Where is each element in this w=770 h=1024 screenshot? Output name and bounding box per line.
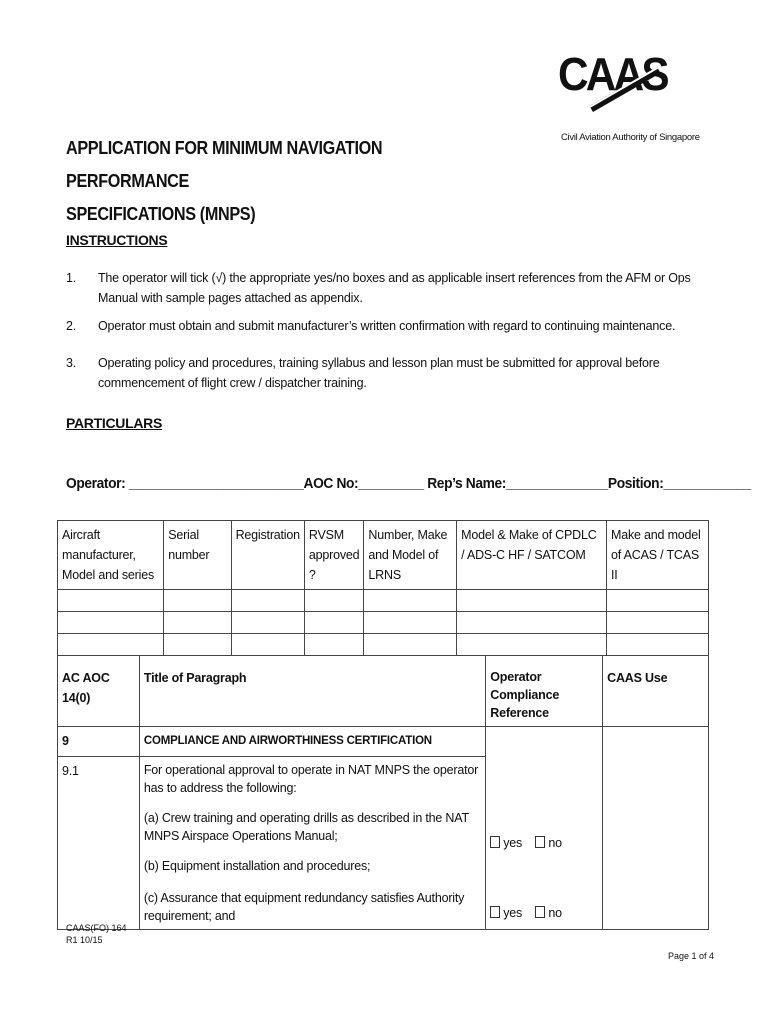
entry-cell[interactable] bbox=[304, 612, 364, 634]
entry-cell[interactable] bbox=[304, 590, 364, 612]
table-row bbox=[58, 612, 709, 634]
subsection-text: For operational approval to operate in NAT MNPS the operator has to address the following: bbox=[143, 763, 479, 795]
aircraft-table bbox=[57, 520, 709, 656]
instruction-number: 2. bbox=[66, 319, 77, 333]
form-code: CAAS(FO) 164 bbox=[66, 923, 127, 933]
compliance-table bbox=[57, 655, 709, 930]
operator-fields-line[interactable]: Operator: ________________________AOC No:_________ Rep’s Name:______________Position:____________ bbox=[66, 476, 751, 492]
subsection-number: 9.1 bbox=[58, 757, 140, 930]
header-cpdlc: Model & Make of CPDLC / ADS-C HF / SATCOM bbox=[457, 521, 607, 590]
item-b: (b) Equipment installation and procedures; bbox=[143, 859, 371, 873]
entry-cell[interactable] bbox=[364, 590, 457, 612]
checkbox-group-c bbox=[490, 903, 562, 923]
instruction-number: 3. bbox=[66, 356, 77, 370]
particulars-heading: PARTICULARS bbox=[66, 415, 162, 431]
revision: R1 10/15 bbox=[66, 935, 103, 945]
entry-cell[interactable] bbox=[364, 634, 457, 656]
subsection-content bbox=[139, 757, 485, 930]
entry-cell[interactable] bbox=[58, 612, 164, 634]
title-line-1: APPLICATION FOR MINIMUM NAVIGATION PERFORMANCE bbox=[66, 138, 383, 191]
title-line-2: SPECIFICATIONS (MNPS) bbox=[66, 204, 256, 224]
no-checkbox[interactable] bbox=[535, 906, 545, 918]
entry-cell[interactable] bbox=[164, 590, 231, 612]
header-registration: Registration bbox=[231, 521, 304, 590]
instruction-number: 1. bbox=[66, 271, 77, 285]
entry-cell[interactable] bbox=[607, 634, 709, 656]
yes-checkbox[interactable] bbox=[490, 906, 500, 918]
entry-cell[interactable] bbox=[457, 634, 607, 656]
logo-wordmark: CAAS bbox=[558, 48, 667, 100]
entry-cell[interactable] bbox=[457, 612, 607, 634]
page-number: Page 1 of 4 bbox=[668, 951, 715, 961]
entry-cell[interactable] bbox=[607, 612, 709, 634]
entry-cell[interactable] bbox=[304, 634, 364, 656]
header-operator-compliance: Operator Compliance Reference bbox=[486, 656, 603, 727]
operator-compliance-cell bbox=[486, 727, 603, 930]
logo-subtitle: Civil Aviation Authority of Singapore bbox=[561, 132, 700, 143]
entry-cell[interactable] bbox=[231, 612, 304, 634]
entry-cell[interactable] bbox=[164, 612, 231, 634]
no-checkbox[interactable] bbox=[535, 836, 545, 848]
item-a: (a) Crew training and operating drills as described in the NAT MNPS Airspace Operations Manual; bbox=[143, 811, 469, 843]
header-caas-use: CAAS Use bbox=[603, 656, 709, 727]
yes-label: yes bbox=[503, 836, 523, 850]
caas-use-cell[interactable] bbox=[603, 727, 709, 930]
instruction-text: Operating policy and procedures, training syllabus and lesson plan must be submitted for approval before commencement of flight crew / dispatcher training. bbox=[98, 356, 660, 390]
entry-cell[interactable] bbox=[58, 634, 164, 656]
instructions-heading: INSTRUCTIONS bbox=[66, 232, 168, 248]
no-label: no bbox=[548, 836, 562, 850]
header-aircraft: Aircraft manufacturer, Model and series bbox=[58, 521, 164, 590]
entry-cell[interactable] bbox=[607, 590, 709, 612]
checkbox-group-a bbox=[490, 833, 562, 853]
entry-cell[interactable] bbox=[364, 612, 457, 634]
document-title bbox=[66, 132, 489, 231]
header-lrns: Number, Make and Model of LRNS bbox=[364, 521, 457, 590]
header-title: Title of Paragraph bbox=[139, 656, 485, 727]
yes-checkbox[interactable] bbox=[490, 836, 500, 848]
instruction-text: Operator must obtain and submit manufacturer’s written confirmation with regard to continuing maintenance. bbox=[98, 319, 676, 333]
no-label: no bbox=[548, 906, 562, 920]
entry-cell[interactable] bbox=[164, 634, 231, 656]
header-reference: AC AOC 14(0) bbox=[58, 656, 140, 727]
section-title: COMPLIANCE AND AIRWORTHINESS CERTIFICATION bbox=[139, 727, 485, 757]
yes-label: yes bbox=[503, 906, 523, 920]
entry-cell[interactable] bbox=[231, 590, 304, 612]
table-row bbox=[58, 634, 709, 656]
header-acas: Make and model of ACAS / TCAS II bbox=[607, 521, 709, 590]
form-code-block bbox=[66, 922, 127, 946]
entry-cell[interactable] bbox=[231, 634, 304, 656]
header-rvsm: RVSM approved ? bbox=[304, 521, 364, 590]
entry-cell[interactable] bbox=[58, 590, 164, 612]
header-serial: Serial number bbox=[164, 521, 231, 590]
entry-cell[interactable] bbox=[457, 590, 607, 612]
instruction-text: The operator will tick (√) the appropriate yes/no boxes and as applicable insert references from the AFM or Ops Manual with sample pages attached as appendix. bbox=[98, 271, 691, 305]
table-row bbox=[58, 590, 709, 612]
section-number: 9 bbox=[58, 727, 140, 757]
item-c: (c) Assurance that equipment redundancy satisfies Authority requirement; and bbox=[143, 891, 465, 923]
caas-logo bbox=[558, 48, 700, 143]
